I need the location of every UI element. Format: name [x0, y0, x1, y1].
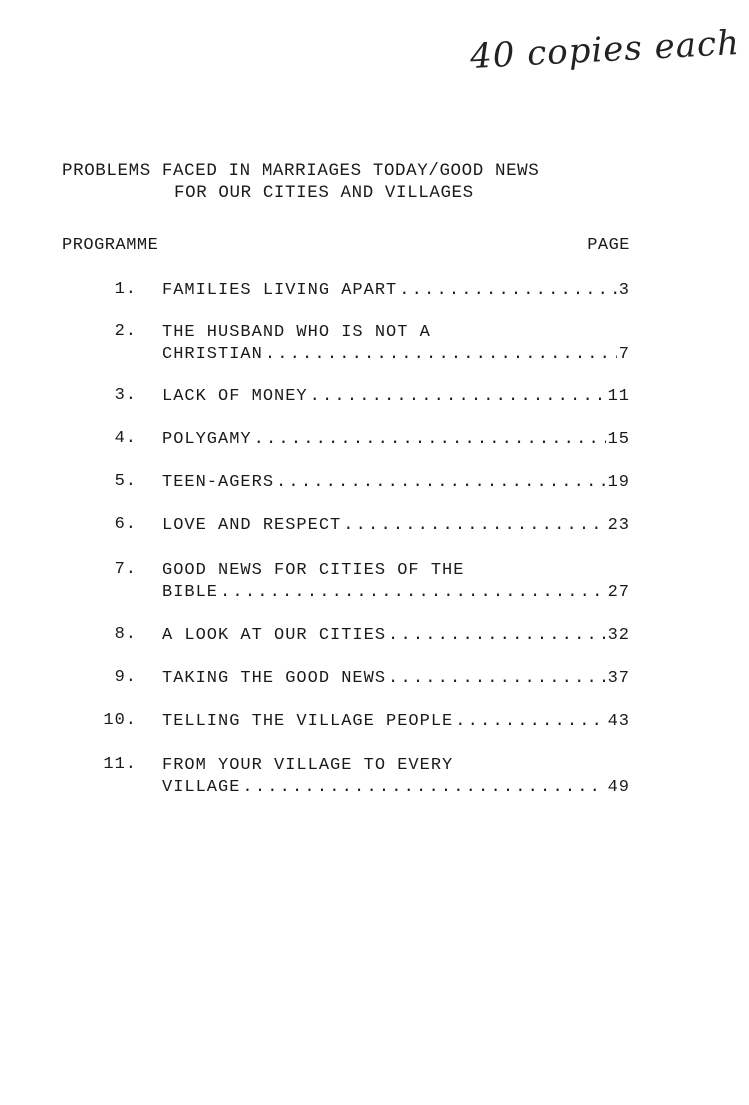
toc-entry-line: [162, 472, 630, 494]
toc-entry-line: [162, 711, 630, 733]
toc-entry-text: [162, 322, 630, 366]
toc-entry-text: [162, 515, 630, 537]
toc-entry-page-number: 7: [618, 345, 630, 364]
toc-entry-number: 3.: [114, 386, 137, 405]
toc-entry-text: [162, 560, 630, 604]
dot-leader: [252, 429, 606, 451]
page-label: PAGE: [587, 236, 630, 255]
toc-entry-title: POLYGAMY: [162, 430, 252, 449]
toc-entry-title: GOOD NEWS FOR CITIES OF THE: [162, 561, 465, 580]
toc-entry-title: LACK OF MONEY: [162, 387, 308, 406]
toc-entry-page-number: 3: [618, 281, 630, 300]
toc-entry-text: [162, 280, 630, 302]
dot-leader: [240, 777, 605, 799]
dot-leader: [453, 711, 605, 733]
toc-entry-line: [162, 582, 630, 604]
toc-entry-title: TAKING THE GOOD NEWS: [162, 669, 387, 688]
toc-entry-page-number: 11: [607, 387, 630, 406]
toc-entry-title: FROM YOUR VILLAGE TO EVERY: [162, 756, 454, 775]
toc-entry-line: [162, 560, 630, 582]
toc-entry-page-number: 43: [607, 712, 630, 731]
toc-entry-text: [162, 472, 630, 494]
toc-entry-page-number: 27: [607, 583, 630, 602]
toc-entry-number: 2.: [114, 322, 137, 341]
toc-entry-number: 9.: [114, 668, 137, 687]
toc-entry-page-number: 32: [607, 626, 630, 645]
handwritten-note: 40 copies each: [469, 22, 741, 78]
toc-entry-line: [162, 515, 630, 537]
dot-leader: [397, 280, 617, 302]
toc-entry-number: 1.: [114, 280, 137, 299]
toc-entry-page-number: 15: [607, 430, 630, 449]
dot-leader: [386, 668, 606, 690]
toc-entry-line: [162, 625, 630, 647]
toc-entry-number: 7.: [114, 560, 137, 579]
toc-entry-line: [162, 429, 630, 451]
toc-entry-title: CHRISTIAN: [162, 345, 263, 364]
toc-entry-number: 10.: [103, 711, 137, 730]
programme-label: PROGRAMME: [62, 236, 159, 255]
dot-leader: [263, 344, 617, 366]
toc-entry-page-number: 37: [607, 669, 630, 688]
toc-entry-text: [162, 711, 630, 733]
toc-entry-number: 4.: [114, 429, 137, 448]
toc-entry-title: TEEN-AGERS: [162, 473, 275, 492]
title-line-2: FOR OUR CITIES AND VILLAGES: [174, 183, 474, 203]
toc-entry-line: [162, 755, 630, 777]
toc-entry-line: [162, 280, 630, 302]
toc-entry-line: [162, 322, 630, 344]
toc-entry-line: [162, 668, 630, 690]
toc-header: [62, 236, 630, 255]
toc-entry-title: TELLING THE VILLAGE PEOPLE: [162, 712, 454, 731]
dot-leader: [386, 625, 606, 647]
toc-entry-title: VILLAGE: [162, 778, 241, 797]
toc-entry-line: [162, 344, 630, 366]
toc-entry-page-number: 23: [607, 516, 630, 535]
toc-entry-page-number: 49: [607, 778, 630, 797]
dot-leader: [341, 515, 605, 537]
dot-leader: [308, 386, 606, 408]
dot-leader: [274, 472, 606, 494]
dot-leader: [218, 582, 606, 604]
toc-entry-line: [162, 777, 630, 799]
toc-entry-number: 11.: [103, 755, 137, 774]
toc-entry-number: 6.: [114, 515, 137, 534]
toc-entry-page-number: 19: [607, 473, 630, 492]
toc-entry-text: [162, 668, 630, 690]
toc-entry-number: 8.: [114, 625, 137, 644]
toc-entry-text: [162, 429, 630, 451]
title-line-1: PROBLEMS FACED IN MARRIAGES TODAY/GOOD NEWS: [62, 161, 540, 181]
toc-entry-number: 5.: [114, 472, 137, 491]
toc-entry-line: [162, 386, 630, 408]
page-title: [62, 160, 539, 204]
toc-entry-text: [162, 386, 630, 408]
toc-entry-text: [162, 755, 630, 799]
toc-entry-text: [162, 625, 630, 647]
toc-entry-title: THE HUSBAND WHO IS NOT A: [162, 323, 431, 342]
toc-entry-title: LOVE AND RESPECT: [162, 516, 342, 535]
toc-entry-title: BIBLE: [162, 583, 219, 602]
toc-entry-title: A LOOK AT OUR CITIES: [162, 626, 387, 645]
toc-entry-title: FAMILIES LIVING APART: [162, 281, 398, 300]
